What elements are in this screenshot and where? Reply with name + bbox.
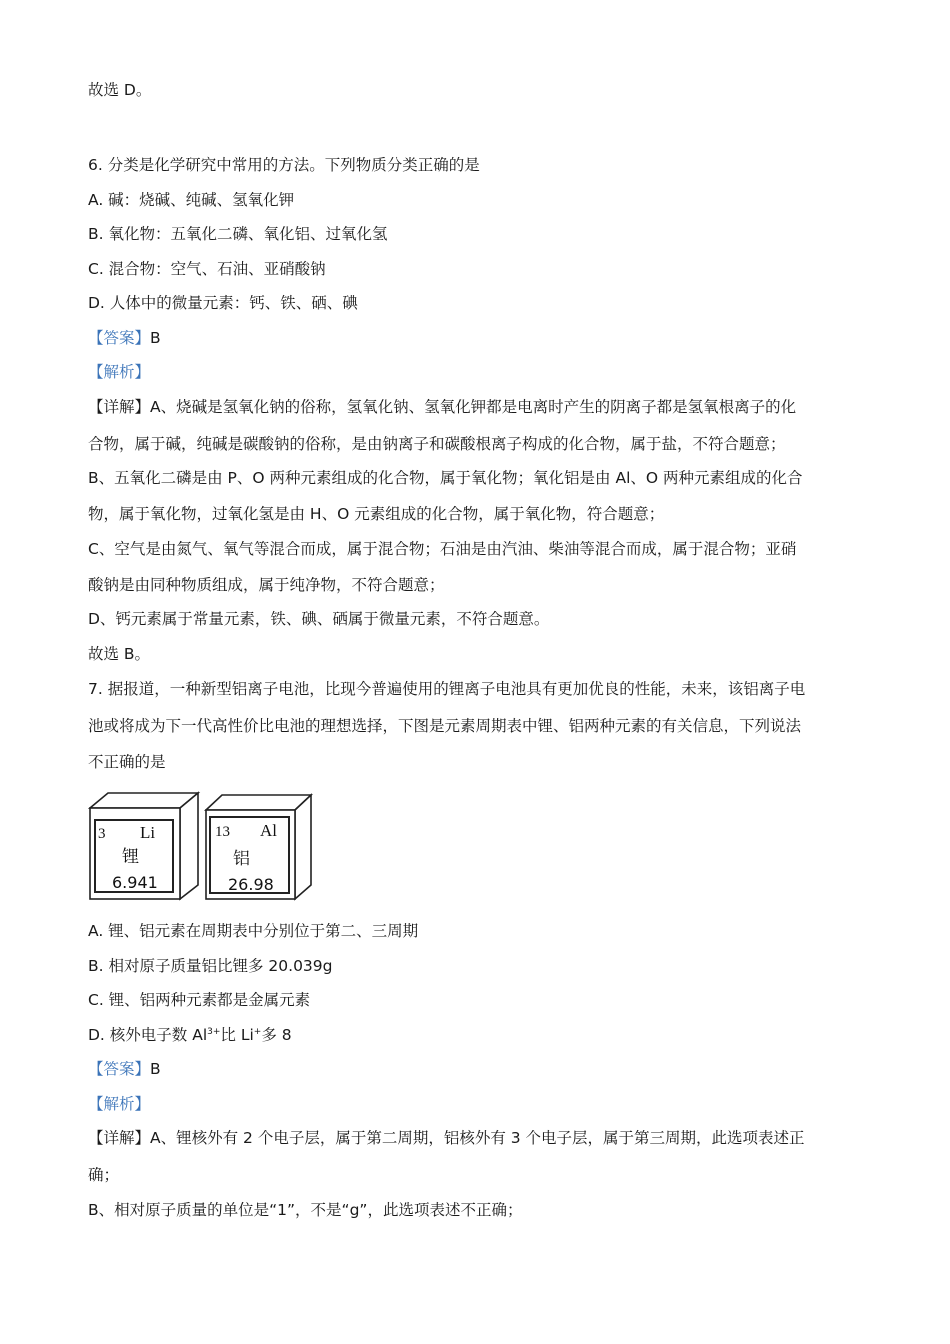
- periodic-table-figure: [88, 790, 318, 902]
- q6-detail-line-6: 酸钠是由同种物质组成，属于纯净物，不符合题意；: [88, 576, 445, 594]
- q6-detail-line-1: [88, 397, 796, 417]
- q7-option-a: A. 锂、铝元素在周期表中分别位于第二、三周期: [88, 922, 419, 940]
- q6-option-b: B. 氧化物：五氧化二磷、氧化铝、过氧化氢: [88, 225, 388, 243]
- element-card-lithium: [90, 793, 198, 899]
- li-symbol: Li: [140, 823, 156, 842]
- q6-detail-tag: 【详解】: [88, 398, 151, 416]
- q6-option-a: A. 碱：烧碱、纯碱、氢氧化钾: [88, 191, 295, 209]
- q7-detail-tag: 【详解】: [88, 1129, 151, 1147]
- q7-option-d-al-charge: 3+: [207, 1027, 221, 1037]
- q6-detail-line-7: D、钙元素属于常量元素，铁、碘、硒属于微量元素，不符合题意。: [88, 610, 550, 628]
- q7-detail-text-1: A、锂核外有 2 个电子层，属于第二周期，铝核外有 3 个电子层，属于第三周期，此选项表述正: [150, 1129, 805, 1147]
- q6-detail-line-2: 合物，属于碱，纯碱是碳酸钠的俗称，是由钠离子和碳酸根离子构成的化合物，属于盐，不符合题意；: [88, 435, 786, 453]
- q7-stem-line-2: 池或将成为下一代高性价比电池的理想选择，下图是元素周期表中锂、铝两种元素的有关信息，下列说法: [88, 717, 802, 735]
- al-symbol: Al: [260, 821, 277, 840]
- q6-detail-line-4: 物，属于氧化物，过氧化氢是由 H、O 元素组成的化合物，属于氧化物，符合题意；: [88, 505, 665, 523]
- li-atomic-number: 3: [98, 826, 106, 842]
- element-card-aluminum: [206, 795, 311, 899]
- q6-stem: 6. 分类是化学研究中常用的方法。下列物质分类正确的是: [88, 156, 480, 174]
- q7-stem-line-1: 7. 据报道，一种新型铝离子电池，比现今普遍使用的锂离子电池具有更加优良的性能，未来，该铝离子电: [88, 680, 806, 698]
- q7-option-d-post: 多 8: [261, 1026, 292, 1044]
- q6-detail-text-1: A、烧碱是氢氧化钠的俗称，氢氧化钠、氢氧化钾都是电离时产生的阴离子都是氢氧根离子的化: [150, 398, 797, 416]
- q7-stem-line-3: 不正确的是: [88, 753, 166, 771]
- q6-answer-tag: 【答案】: [88, 329, 151, 347]
- q6-answer: [88, 328, 161, 348]
- q6-detail-line-5: C、空气是由氮气、氧气等混合而成，属于混合物；石油是由汽油、柴油等混合而成，属于混合物；亚硝: [88, 540, 797, 558]
- q7-option-b: B. 相对原子质量铝比锂多 20.039g: [88, 957, 333, 975]
- q7-answer-tag: 【答案】: [88, 1060, 151, 1078]
- prev-conclusion: 故选 D。: [88, 81, 152, 99]
- q7-detail-line-1: [88, 1128, 805, 1148]
- q7-option-d-pre: D. 核外电子数 Al: [88, 1026, 208, 1044]
- q7-option-d-mid: 比 Li: [220, 1026, 254, 1044]
- q7-option-c: C. 锂、铝两种元素都是金属元素: [88, 991, 311, 1009]
- q7-answer: [88, 1059, 161, 1079]
- q6-analysis-tag: 【解析】: [88, 363, 151, 381]
- q7-detail-line-2: 确；: [88, 1166, 120, 1184]
- q6-conclusion: 故选 B。: [88, 645, 151, 663]
- al-name: 铝: [233, 849, 250, 869]
- q7-option-d-li-charge: +: [253, 1027, 262, 1037]
- q7-option-d: [88, 1025, 292, 1045]
- li-name: 锂: [122, 847, 139, 867]
- q6-detail-line-3: B、五氧化二磷是由 P、O 两种元素组成的化合物，属于氧化物；氧化铝是由 Al、O 两种元素组成的化合: [88, 469, 803, 487]
- al-mass: 26.98: [228, 875, 274, 894]
- q7-analysis-tag: 【解析】: [88, 1095, 151, 1113]
- q6-option-d: D. 人体中的微量元素：钙、铁、硒、碘: [88, 294, 358, 312]
- q7-detail-line-3: B、相对原子质量的单位是“1”，不是“g”，此选项表述不正确；: [88, 1201, 523, 1219]
- q6-option-c: C. 混合物：空气、石油、亚硝酸钠: [88, 260, 326, 278]
- li-mass: 6.941: [112, 873, 158, 892]
- q6-answer-value: B: [150, 329, 161, 347]
- q7-answer-value: B: [150, 1060, 161, 1078]
- al-atomic-number: 13: [215, 824, 230, 840]
